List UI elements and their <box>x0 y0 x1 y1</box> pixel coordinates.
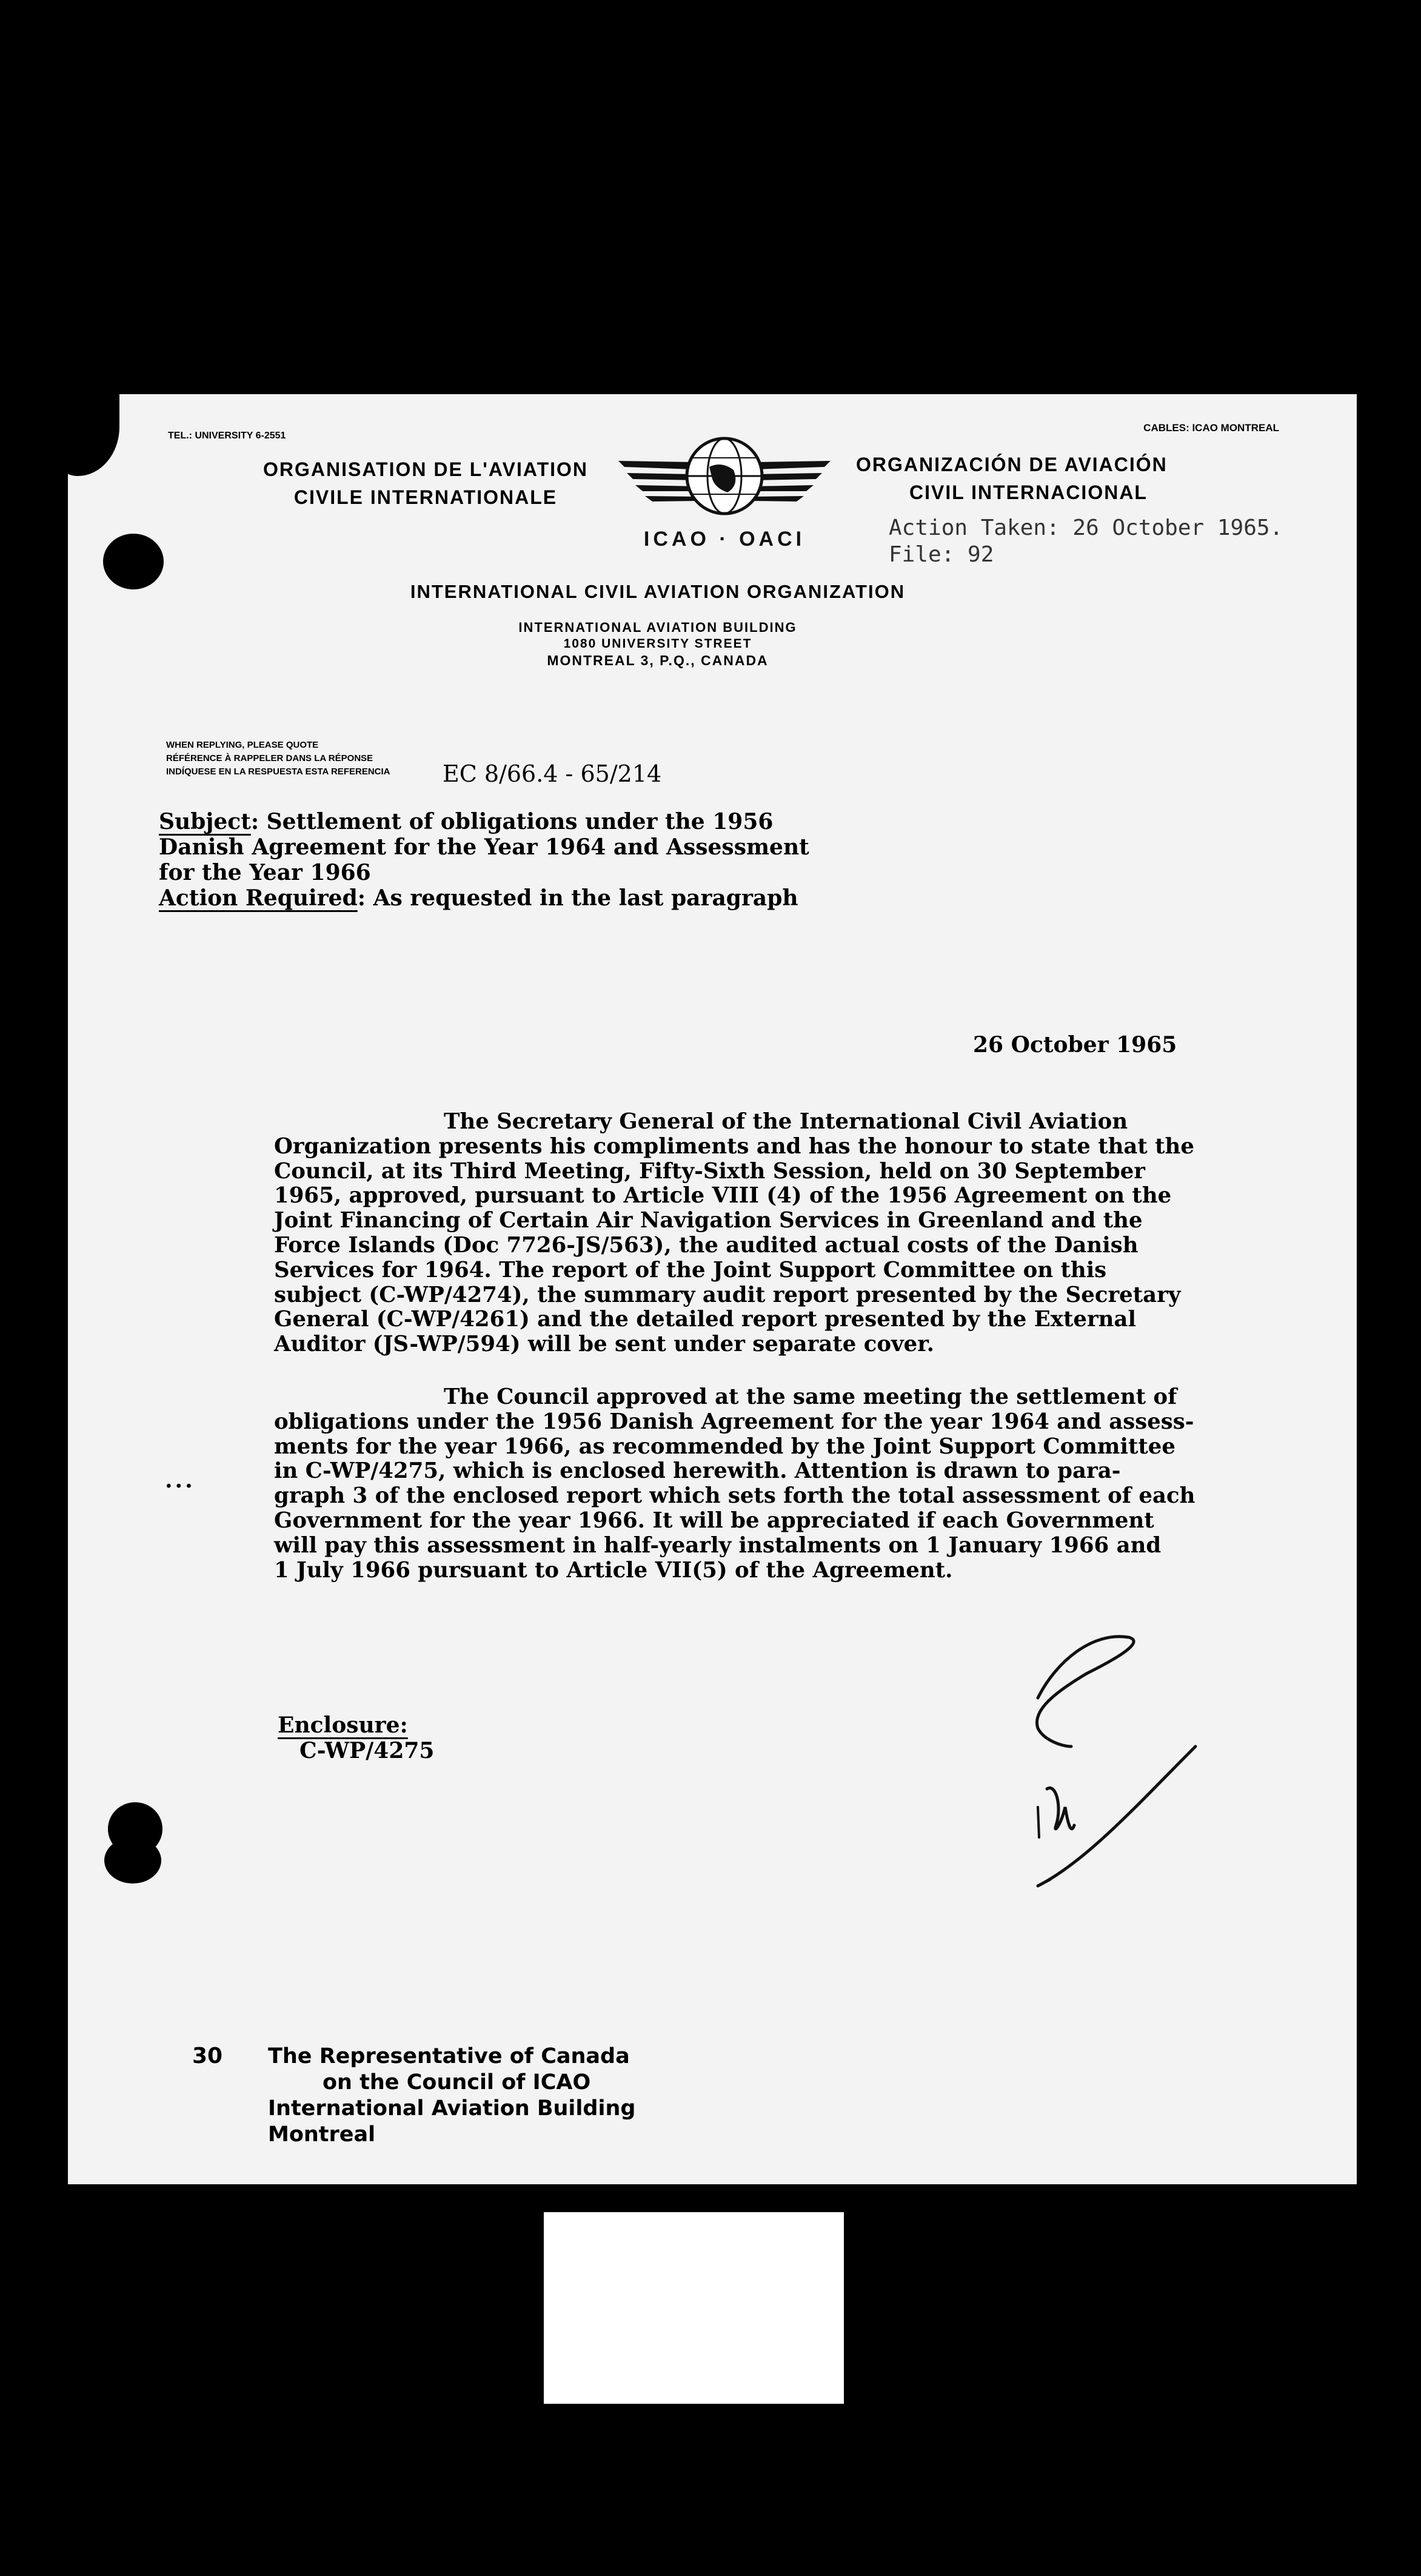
paragraph-1-line: The Secretary General of the International Civil Aviation <box>444 1109 1128 1134</box>
letter-date: 26 October 1965 <box>973 1032 1177 1058</box>
paragraph-1-line: Joint Financing of Certain Air Navigation Services in Greenland and the <box>274 1208 1143 1233</box>
subject-line2: Danish Agreement for the Year 1964 and Assessment <box>159 834 809 860</box>
quote-en: WHEN REPLYING, PLEASE QUOTE <box>166 740 319 750</box>
paragraph-2-line: ments for the year 1966, as recommended by the Joint Support Committee <box>274 1434 1175 1459</box>
quote-fr: RÉFÉRENCE À RAPPELER DANS LA RÉPONSE <box>166 753 373 763</box>
handwritten-signature <box>965 1625 1208 1892</box>
enclosure-block <box>278 1712 434 1763</box>
icao-emblem <box>618 424 831 558</box>
paragraph-1 <box>274 1110 1305 1357</box>
org-name-fr-line1: ORGANISATION DE L'AVIATION <box>262 458 589 480</box>
letter-page <box>68 394 1357 2184</box>
paragraph-2-line: in C-WP/4275, which is enclosed herewith. Attention is drawn to para- <box>274 1458 1121 1484</box>
paragraph-2-line: obligations under the 1956 Danish Agreement for the year 1964 and assess- <box>274 1409 1194 1434</box>
reference-instructions <box>166 739 390 779</box>
emblem-text: ICAO · OACI <box>643 528 806 551</box>
reference-number: EC 8/66.4 - 65/214 <box>443 760 662 787</box>
paragraph-1-line: subject (C-WP/4274), the summary audit report presented by the Secretary <box>274 1282 1181 1307</box>
org-name-es-line2: CIVIL INTERNACIONAL <box>909 481 1148 503</box>
addressee-block <box>268 2044 635 2148</box>
address-line3: MONTREAL 3, P.Q., CANADA <box>547 652 769 668</box>
paragraph-2-line: graph 3 of the enclosed report which sets forth the total assessment of each <box>274 1483 1195 1509</box>
paragraph-1-line: General (C-WP/4261) and the detailed report presented by the External <box>274 1307 1136 1332</box>
action-required-label: Action Required <box>159 885 358 911</box>
addressee-line1: The Representative of Canada <box>268 2044 630 2068</box>
paragraph-1-line: Services for 1964. The report of the Joint Support Committee on this <box>274 1257 1107 1283</box>
punch-hole-bottom-lower <box>104 1837 161 1883</box>
addressee-line2: on the Council of ICAO <box>323 2070 591 2095</box>
file-note: File: 92 <box>889 542 994 567</box>
paragraph-2-line: will pay this assessment in half-yearly instalments on 1 January 1966 and <box>274 1532 1162 1558</box>
paragraph-2-line: Government for the year 1966. It will be appreciated if each Government <box>274 1508 1154 1533</box>
paragraph-1-line: Council, at its Third Meeting, Fifty-Sixth Session, held on 30 September <box>274 1158 1145 1184</box>
paragraph-1-line: Force Islands (Doc 7726-JS/563), the audited actual costs of the Danish <box>274 1232 1138 1258</box>
action-required-text: : As requested in the last paragraph <box>357 885 798 911</box>
paragraph-2 <box>274 1385 1305 1583</box>
addressee-line3: International Aviation Building <box>268 2096 636 2121</box>
action-taken-note: Action Taken: 26 October 1965. <box>889 515 1283 540</box>
org-name-es-line1: ORGANIZACIÓN DE AVIACIÓN <box>856 454 1168 475</box>
addressee-line4: Montreal <box>268 2122 376 2147</box>
telephone-line: TEL.: UNIVERSITY 6-2551 <box>168 431 286 441</box>
org-name-fr-line2: CIVILE INTERNATIONALE <box>293 486 558 508</box>
address-line1: INTERNATIONAL AVIATION BUILDING <box>518 620 797 635</box>
address-line2: 1080 UNIVERSITY STREET <box>563 637 752 651</box>
cables-line: CABLES: ICAO MONTREAL <box>1143 422 1279 434</box>
paragraph-1-line: Organization presents his compliments and has the honour to state that the <box>274 1133 1194 1159</box>
enclosure-item: C-WP/4275 <box>299 1738 435 1763</box>
torn-corner <box>68 394 119 476</box>
subject-label: Subject <box>159 809 251 834</box>
subject-line1: : Settlement of obligations under the 1956 <box>250 809 774 834</box>
quote-es: INDÍQUESE EN LA RESPUESTA ESTA REFERENCIA <box>166 766 390 777</box>
paragraph-1-line: Auditor (JS-WP/594) will be sent under separate cover. <box>274 1332 935 1357</box>
addressee-number: 30 <box>192 2044 223 2068</box>
subject-line3: for the Year 1966 <box>159 860 371 885</box>
paragraph-2-line: 1 July 1966 pursuant to Article VII(5) of the Agreement. <box>274 1557 953 1583</box>
org-name-en: INTERNATIONAL CIVIL AVIATION ORGANIZATION <box>410 581 906 602</box>
margin-mark: ... <box>165 1467 195 1493</box>
enclosure-label: Enclosure: <box>278 1712 408 1738</box>
paragraph-2-line: The Council approved at the same meeting the settlement of <box>444 1384 1177 1409</box>
paragraph-1-line: 1965, approved, pursuant to Article VIII (4) of the 1956 Agreement on the <box>274 1183 1172 1209</box>
blank-slip <box>544 2212 844 2404</box>
subject-block <box>159 809 809 911</box>
